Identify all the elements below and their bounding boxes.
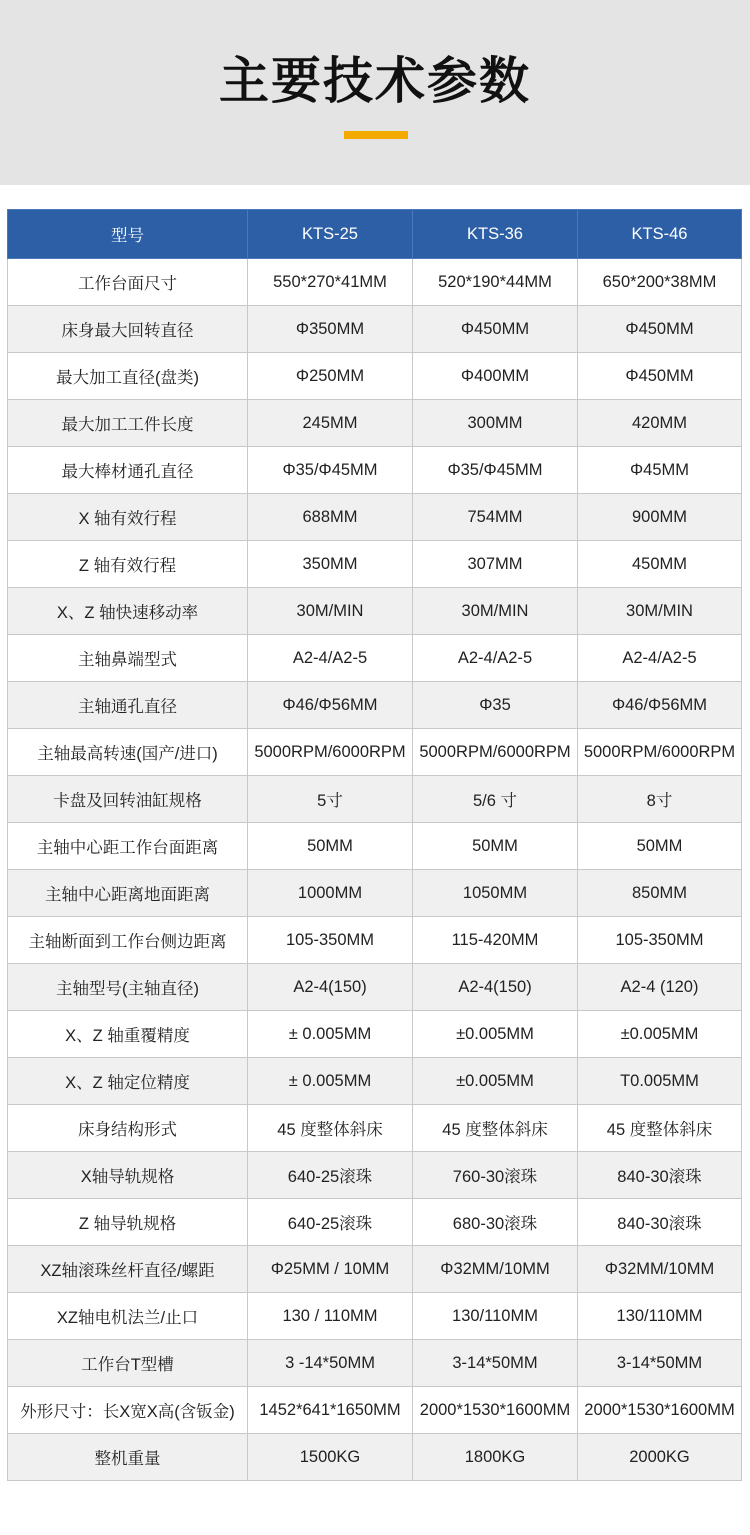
table-row — [8, 729, 742, 776]
kts-46-value: 45 度整体斜床 — [578, 1105, 742, 1152]
param-label: XZ轴滚珠丝杆直径/螺距 — [8, 1246, 248, 1293]
kts-36-value: Φ35/Φ45MM — [413, 447, 578, 494]
header-model-label: 型号 — [8, 210, 248, 259]
kts-25-value: 50MM — [248, 823, 413, 870]
kts-46-value: 105-350MM — [578, 917, 742, 964]
kts-36-value: 5/6 寸 — [413, 776, 578, 823]
kts-36-value: 50MM — [413, 823, 578, 870]
kts-36-value: Φ32MM/10MM — [413, 1246, 578, 1293]
param-label: XZ轴电机法兰/止口 — [8, 1293, 248, 1340]
kts-36-value: 3-14*50MM — [413, 1340, 578, 1387]
param-label: X轴导轨规格 — [8, 1152, 248, 1199]
kts-46-value: 900MM — [578, 494, 742, 541]
header-kts-46: KTS-46 — [578, 210, 742, 259]
kts-25-value: 105-350MM — [248, 917, 413, 964]
kts-36-value: Φ35 — [413, 682, 578, 729]
spec-table — [7, 209, 742, 1481]
table-row — [8, 494, 742, 541]
table-row — [8, 1246, 742, 1293]
table-row — [8, 1199, 742, 1246]
kts-36-value: A2-4(150) — [413, 964, 578, 1011]
kts-25-value: Φ35/Φ45MM — [248, 447, 413, 494]
kts-46-value: Φ32MM/10MM — [578, 1246, 742, 1293]
kts-36-value: 680-30滚珠 — [413, 1199, 578, 1246]
param-label: 床身最大回转直径 — [8, 306, 248, 353]
table-row — [8, 964, 742, 1011]
spec-table-body — [8, 259, 742, 1481]
param-label: X、Z 轴定位精度 — [8, 1058, 248, 1105]
kts-46-value: 840-30滚珠 — [578, 1152, 742, 1199]
table-row — [8, 917, 742, 964]
kts-46-value: Φ450MM — [578, 353, 742, 400]
param-label: 最大棒材通孔直径 — [8, 447, 248, 494]
table-row — [8, 588, 742, 635]
kts-36-value: Φ450MM — [413, 306, 578, 353]
param-label: 主轴断面到工作台侧边距离 — [8, 917, 248, 964]
param-label: 外形尺寸：长X宽X高(含钣金) — [8, 1387, 248, 1434]
param-label: 主轴最高转速(国产/进口) — [8, 729, 248, 776]
kts-46-value: Φ450MM — [578, 306, 742, 353]
kts-36-value: 300MM — [413, 400, 578, 447]
kts-46-value: 450MM — [578, 541, 742, 588]
param-label: 最大加工直径(盘类) — [8, 353, 248, 400]
table-row — [8, 823, 742, 870]
kts-25-value: Φ350MM — [248, 306, 413, 353]
table-row — [8, 776, 742, 823]
kts-46-value: A2-4 (120) — [578, 964, 742, 1011]
param-label: 主轴中心距工作台面距离 — [8, 823, 248, 870]
kts-46-value: ±0.005MM — [578, 1011, 742, 1058]
kts-46-value: 850MM — [578, 870, 742, 917]
param-label: 整机重量 — [8, 1434, 248, 1481]
param-label: 主轴鼻端型式 — [8, 635, 248, 682]
param-label: 最大加工工件长度 — [8, 400, 248, 447]
kts-46-value: 420MM — [578, 400, 742, 447]
header-kts-36: KTS-36 — [413, 210, 578, 259]
kts-46-value: 840-30滚珠 — [578, 1199, 742, 1246]
kts-46-value: 50MM — [578, 823, 742, 870]
kts-36-value: ±0.005MM — [413, 1058, 578, 1105]
kts-25-value: A2-4/A2-5 — [248, 635, 413, 682]
kts-25-value: 688MM — [248, 494, 413, 541]
kts-25-value: 1000MM — [248, 870, 413, 917]
kts-25-value: 30M/MIN — [248, 588, 413, 635]
table-row — [8, 1058, 742, 1105]
table-row — [8, 682, 742, 729]
kts-46-value: 3-14*50MM — [578, 1340, 742, 1387]
kts-36-value: 30M/MIN — [413, 588, 578, 635]
kts-46-value: 650*200*38MM — [578, 259, 742, 306]
kts-25-value: 550*270*41MM — [248, 259, 413, 306]
kts-25-value: 130 / 110MM — [248, 1293, 413, 1340]
kts-25-value: A2-4(150) — [248, 964, 413, 1011]
kts-25-value: 640-25滚珠 — [248, 1152, 413, 1199]
kts-46-value: 30M/MIN — [578, 588, 742, 635]
kts-25-value: 5寸 — [248, 776, 413, 823]
table-row — [8, 447, 742, 494]
kts-36-value: 115-420MM — [413, 917, 578, 964]
param-label: X 轴有效行程 — [8, 494, 248, 541]
param-label: 主轴通孔直径 — [8, 682, 248, 729]
page-header — [0, 0, 750, 185]
kts-25-value: Φ250MM — [248, 353, 413, 400]
kts-25-value: 1452*641*1650MM — [248, 1387, 413, 1434]
kts-46-value: 2000*1530*1600MM — [578, 1387, 742, 1434]
kts-25-value: 45 度整体斜床 — [248, 1105, 413, 1152]
param-label: 床身结构形式 — [8, 1105, 248, 1152]
table-row — [8, 870, 742, 917]
table-row — [8, 1387, 742, 1434]
kts-46-value: 130/110MM — [578, 1293, 742, 1340]
param-label: 卡盘及回转油缸规格 — [8, 776, 248, 823]
table-row — [8, 259, 742, 306]
table-row — [8, 1011, 742, 1058]
kts-46-value: T0.005MM — [578, 1058, 742, 1105]
kts-46-value: Φ46/Φ56MM — [578, 682, 742, 729]
header-kts-25: KTS-25 — [248, 210, 413, 259]
param-label: X、Z 轴快速移动率 — [8, 588, 248, 635]
spec-table-header — [8, 210, 742, 259]
kts-25-value: 1500KG — [248, 1434, 413, 1481]
kts-36-value: Φ400MM — [413, 353, 578, 400]
table-row — [8, 1340, 742, 1387]
kts-25-value: ± 0.005MM — [248, 1011, 413, 1058]
kts-25-value: 350MM — [248, 541, 413, 588]
table-row — [8, 306, 742, 353]
table-row — [8, 353, 742, 400]
kts-36-value: 520*190*44MM — [413, 259, 578, 306]
param-label: 工作台T型槽 — [8, 1340, 248, 1387]
param-label: Z 轴有效行程 — [8, 541, 248, 588]
kts-46-value: 8寸 — [578, 776, 742, 823]
kts-36-value: 754MM — [413, 494, 578, 541]
table-row — [8, 1152, 742, 1199]
kts-36-value: 307MM — [413, 541, 578, 588]
kts-36-value: 1050MM — [413, 870, 578, 917]
kts-46-value: 2000KG — [578, 1434, 742, 1481]
table-row — [8, 1293, 742, 1340]
param-label: Z 轴导轨规格 — [8, 1199, 248, 1246]
table-row — [8, 1105, 742, 1152]
kts-25-value: 5000RPM/6000RPM — [248, 729, 413, 776]
param-label: 工作台面尺寸 — [8, 259, 248, 306]
kts-36-value: 130/110MM — [413, 1293, 578, 1340]
kts-36-value: 760-30滚珠 — [413, 1152, 578, 1199]
kts-25-value: 3 -14*50MM — [248, 1340, 413, 1387]
table-row — [8, 635, 742, 682]
kts-25-value: ± 0.005MM — [248, 1058, 413, 1105]
kts-46-value: 5000RPM/6000RPM — [578, 729, 742, 776]
kts-36-value: 1800KG — [413, 1434, 578, 1481]
param-label: 主轴中心距离地面距离 — [8, 870, 248, 917]
kts-46-value: A2-4/A2-5 — [578, 635, 742, 682]
kts-36-value: 5000RPM/6000RPM — [413, 729, 578, 776]
kts-36-value: A2-4/A2-5 — [413, 635, 578, 682]
kts-25-value: 245MM — [248, 400, 413, 447]
param-label: 主轴型号(主轴直径) — [8, 964, 248, 1011]
kts-46-value: Φ45MM — [578, 447, 742, 494]
param-label: X、Z 轴重覆精度 — [8, 1011, 248, 1058]
header-row — [8, 210, 742, 259]
kts-25-value: 640-25滚珠 — [248, 1199, 413, 1246]
kts-36-value: 45 度整体斜床 — [413, 1105, 578, 1152]
table-row — [8, 541, 742, 588]
title-underline — [344, 131, 408, 139]
kts-25-value: Φ46/Φ56MM — [248, 682, 413, 729]
kts-36-value: ±0.005MM — [413, 1011, 578, 1058]
page-title: 主要技术参数 — [219, 53, 531, 109]
table-row — [8, 400, 742, 447]
table-row — [8, 1434, 742, 1481]
kts-36-value: 2000*1530*1600MM — [413, 1387, 578, 1434]
kts-25-value: Φ25MM / 10MM — [248, 1246, 413, 1293]
